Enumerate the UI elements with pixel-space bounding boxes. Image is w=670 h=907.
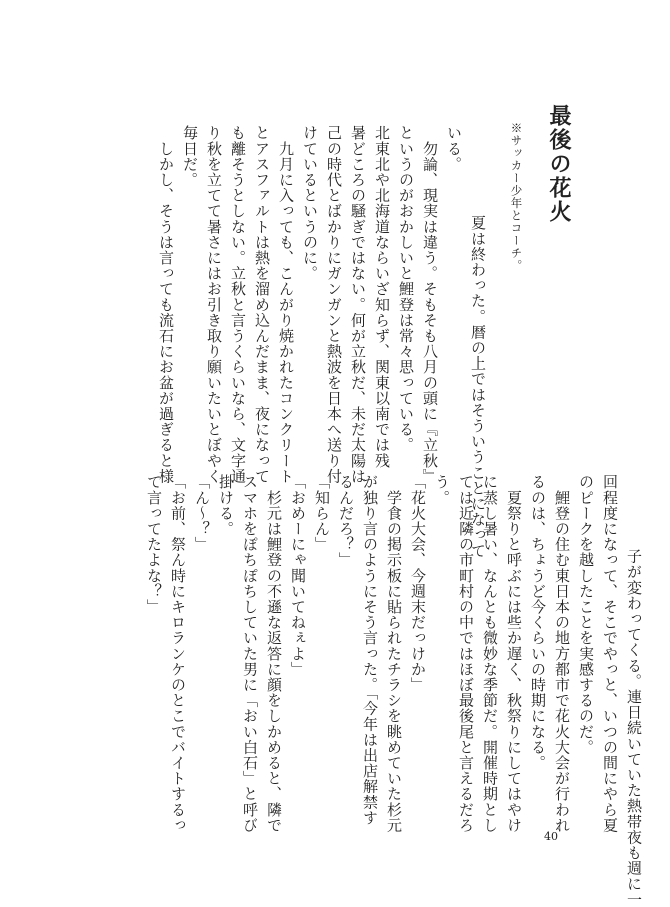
text-column: 杉元は鯉登の不遜な返答に顔をしかめると、隣で <box>265 474 283 833</box>
text-column: 夏は終わった。暦の上ではそういうことになって <box>469 199 487 559</box>
text-column: ては近隣の市町村の中ではほぼ最後尾と言えるだろ <box>457 474 475 833</box>
text-column: 掛ける。 <box>217 474 235 537</box>
text-column: 鯉登の住む東日本の地方都市で花火大会が行われ <box>553 474 571 833</box>
page-number: 40 <box>544 830 558 843</box>
text-column: るんだろ？」 <box>337 474 355 568</box>
text-column: 己の時代とばかりにガンガンと熱波を日本へ送り付 <box>325 125 343 484</box>
text-column: とアスファルトは熱を溜め込んだまま、夜になって <box>253 125 271 484</box>
chapter-subtitle: ※サッカー少年とコーチ。 <box>509 122 524 272</box>
text-column: スマホをぽちぽちしていた男に「おい白石」と呼び <box>241 474 259 833</box>
text-column: 子が変わってくる。連日続いていた熱帯夜も週に一 <box>625 548 643 907</box>
text-column: も離そうとしない。立秋と言うくらいなら、文字通 <box>229 125 247 484</box>
text-column: 九月に入っても、こんがり焼かれたコンクリート <box>277 125 295 484</box>
text-column: 「おめーにゃ聞いてねぇよ」 <box>289 474 307 677</box>
text-column: 暑どころの騒ぎではない。何が立秋だ、未だ太陽は <box>349 125 367 484</box>
text-column: 回程度になって、そこでやっと、いつの間にやら夏 <box>601 474 619 833</box>
text-column: り秋を立てて暑さにはお引き取り願いたいとぼやく <box>205 125 223 484</box>
text-column: 「花火大会、今週末だっけか」 <box>409 474 427 693</box>
text-column: 「ん〜？」 <box>193 474 211 552</box>
text-column: というのがおかしいと鯉登は常々思っている。 <box>397 125 415 453</box>
text-column: に蒸し暑い、なんとも微妙な季節だ。開催時期とし <box>481 474 499 833</box>
text-column: しかし、そうは言っても流石にお盆が過ぎると様 <box>157 125 175 484</box>
text-column: のピークを越したことを実感するのだ。 <box>577 474 595 755</box>
text-column: 「知らん」 <box>313 474 331 552</box>
text-column: いる。 <box>445 125 463 172</box>
text-column: けているというのに。 <box>301 125 319 281</box>
text-column: 勿論、現実は違う。そもそも八月の頭に『立秋』 <box>421 125 439 484</box>
text-column: う。 <box>433 474 451 506</box>
text-column: 北東北や北海道ならいざ知らず、関東以南では残 <box>373 125 391 469</box>
text-column: て言ってたよな？」 <box>145 474 163 615</box>
text-column: 「お前、祭ん時にキロランケのとこでバイトするっ <box>169 474 187 833</box>
chapter-title: 最後の花火 <box>546 104 572 224</box>
text-column: るのは、ちょうど今くらいの時期になる。 <box>529 474 547 771</box>
text-column: 毎日だ。 <box>181 125 199 188</box>
text-column: 夏祭りと呼ぶには些か遅く、秋祭りにしてはやけ <box>505 474 523 833</box>
text-column: 学食の掲示板に貼られたチラシを眺めていた杉元 <box>385 474 403 833</box>
text-column: が独り言のようにそう言った。「今年は出店解禁す <box>361 474 379 826</box>
